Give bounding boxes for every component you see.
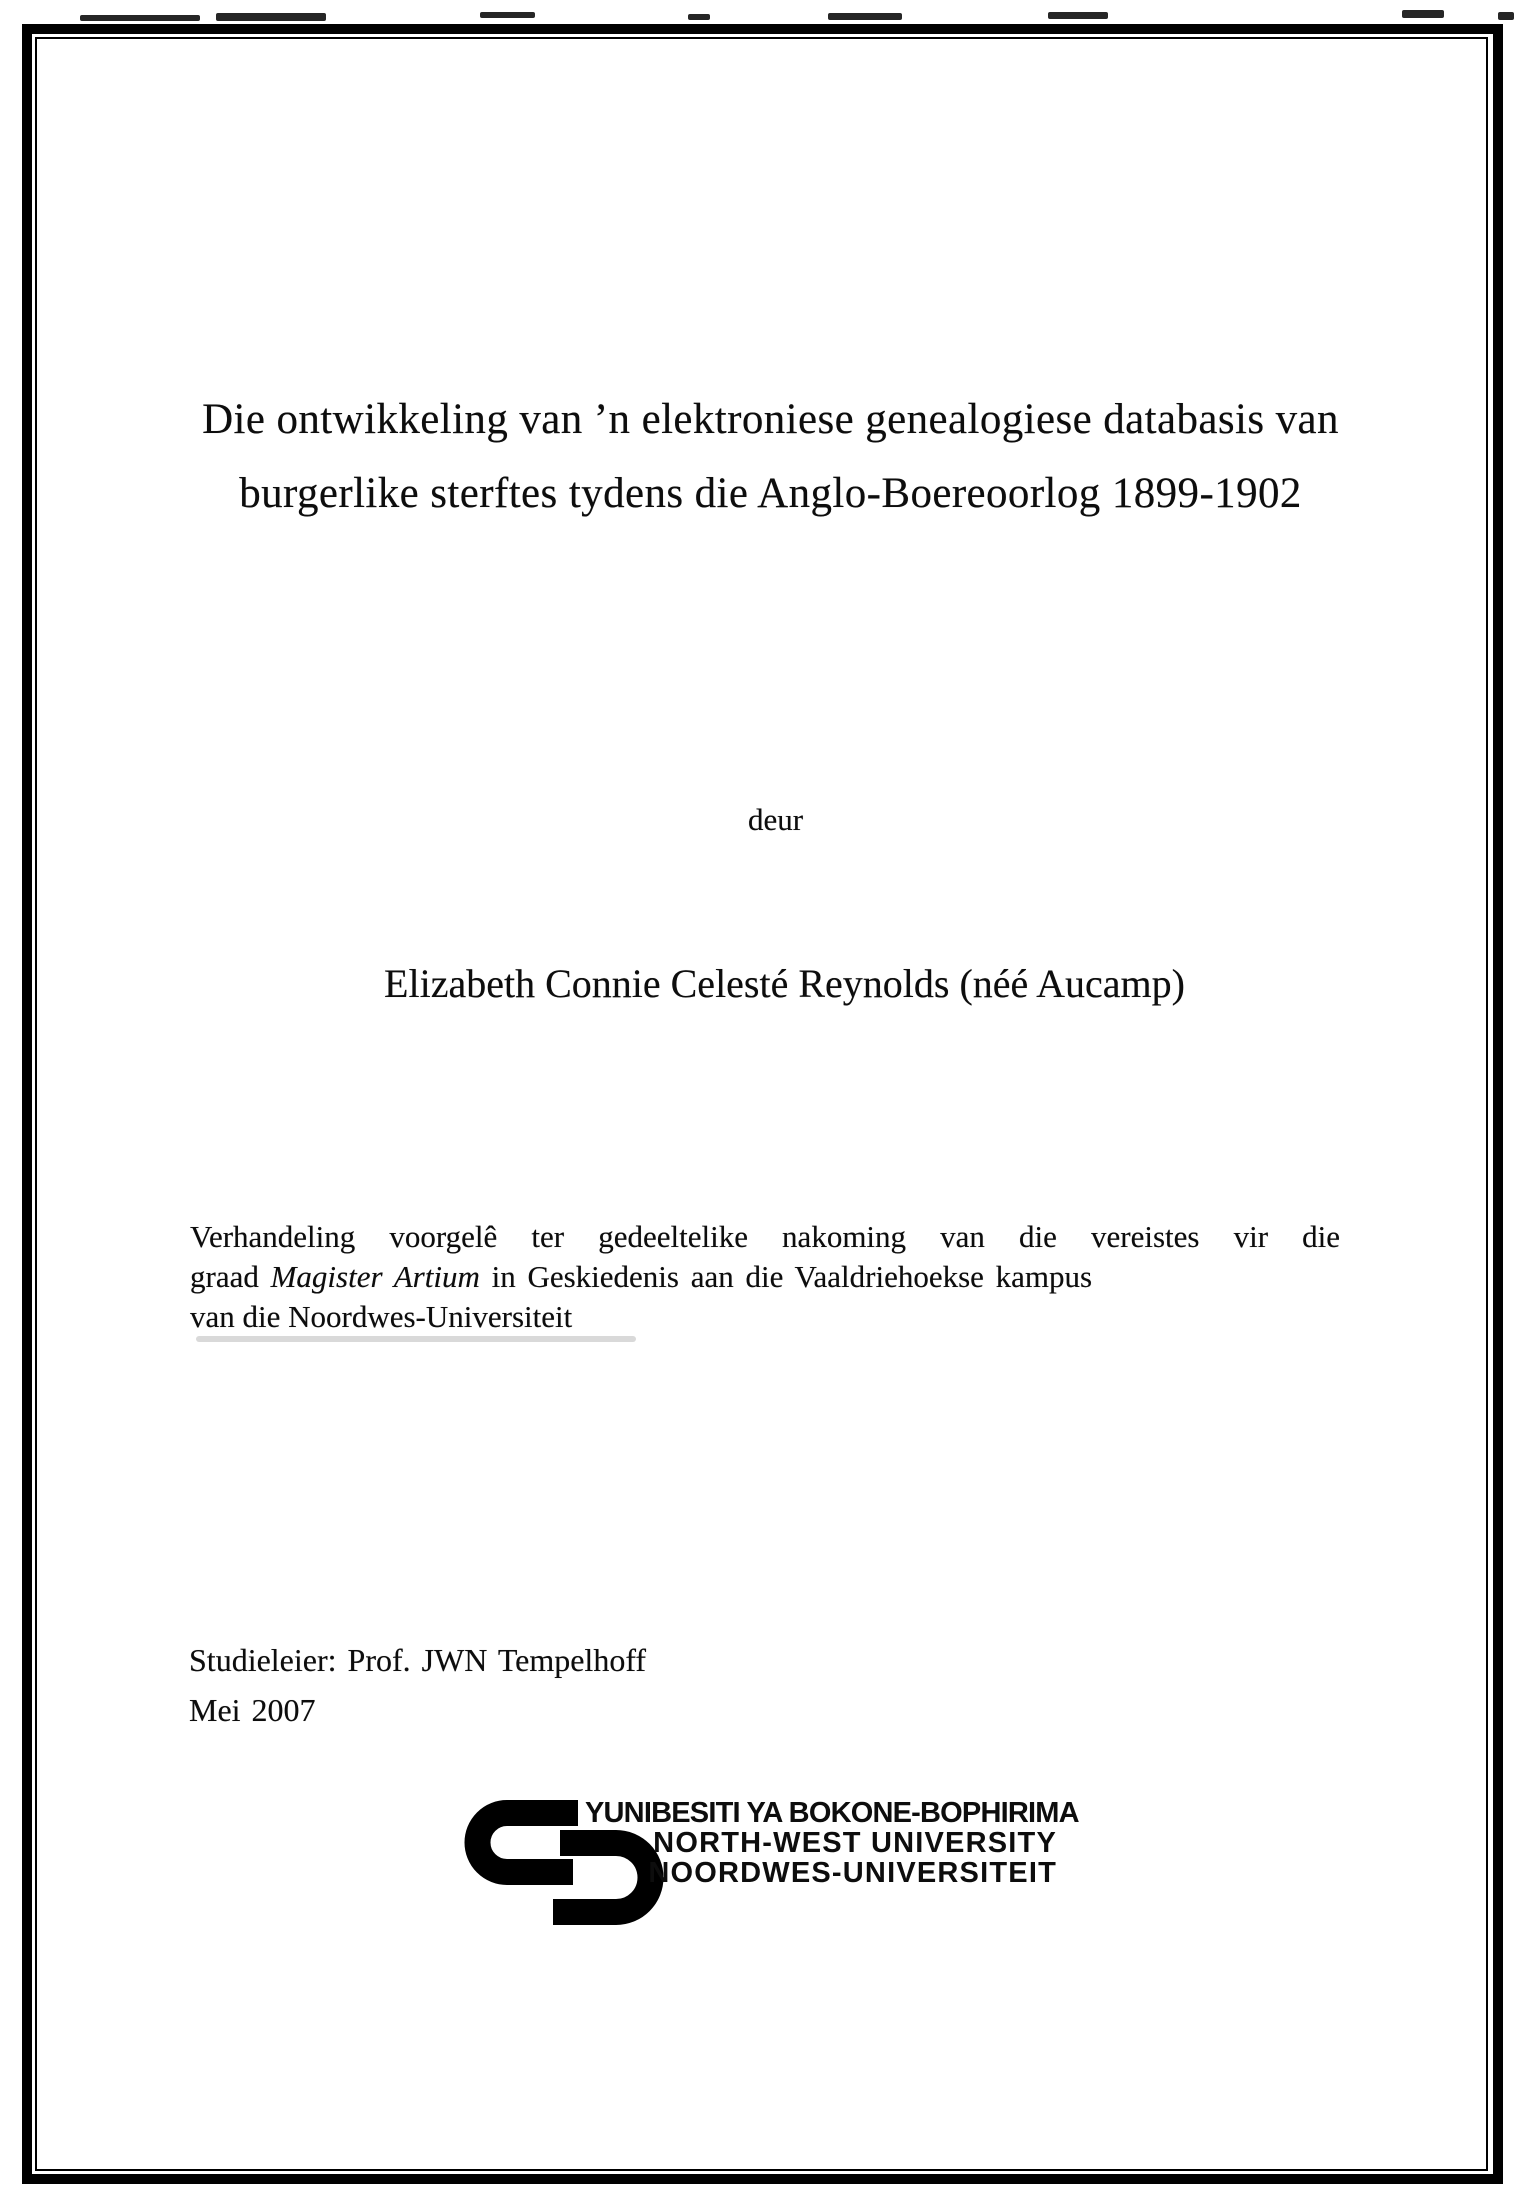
scan-artifact (1048, 12, 1108, 19)
scan-artifact (480, 12, 535, 18)
logo-line-2: NORTH-WEST UNIVERSITY (653, 1827, 1057, 1859)
date-line: Mei 2007 (189, 1692, 316, 1728)
scan-artifact (196, 1336, 636, 1342)
scan-artifact (1402, 10, 1444, 18)
title-line-2: burgerlike sterftes tydens die Anglo-Boereoorlog 1899-1902 (239, 470, 1302, 517)
scan-artifact (828, 13, 902, 20)
thesis-title (0, 383, 1527, 531)
statement-line-1: Verhandeling voorgelê ter gedeeltelike nakoming van die vereistes vir die (190, 1219, 1340, 1254)
statement-line-2 (190, 1257, 1340, 1297)
byline-deur: deur (747, 802, 804, 837)
logo-line-1: YUNIBESITI YA BOKONE-BOPHIRIMA (585, 1797, 1079, 1829)
statement-line-2-prefix: graad (190, 1259, 271, 1294)
degree-statement (190, 1217, 1340, 1337)
supervisor-block (189, 1635, 646, 1735)
statement-line-2-suffix: in Geskiedenis aan die Vaaldriehoekse kampus (479, 1259, 1093, 1294)
scan-artifact (688, 14, 710, 20)
scan-artifact (1498, 12, 1514, 20)
statement-degree-name: Magister Artium (270, 1259, 480, 1294)
logo-wordmark (585, 1797, 1079, 1889)
statement-line-3: van die Noordwes-Universiteit (190, 1299, 573, 1334)
title-line-1: Die ontwikkeling van ’n elektroniese genealogiese databasis van (202, 396, 1339, 443)
scan-artifact (80, 15, 200, 21)
supervisor-line: Studieleier: Prof. JWN Tempelhoff (189, 1642, 647, 1678)
scan-artifact (216, 13, 326, 21)
author-name: Elizabeth Connie Celesté Reynolds (néé Aucamp) (384, 961, 1185, 1006)
logo-line-3: NOORDWES-UNIVERSITEIT (648, 1857, 1057, 1889)
